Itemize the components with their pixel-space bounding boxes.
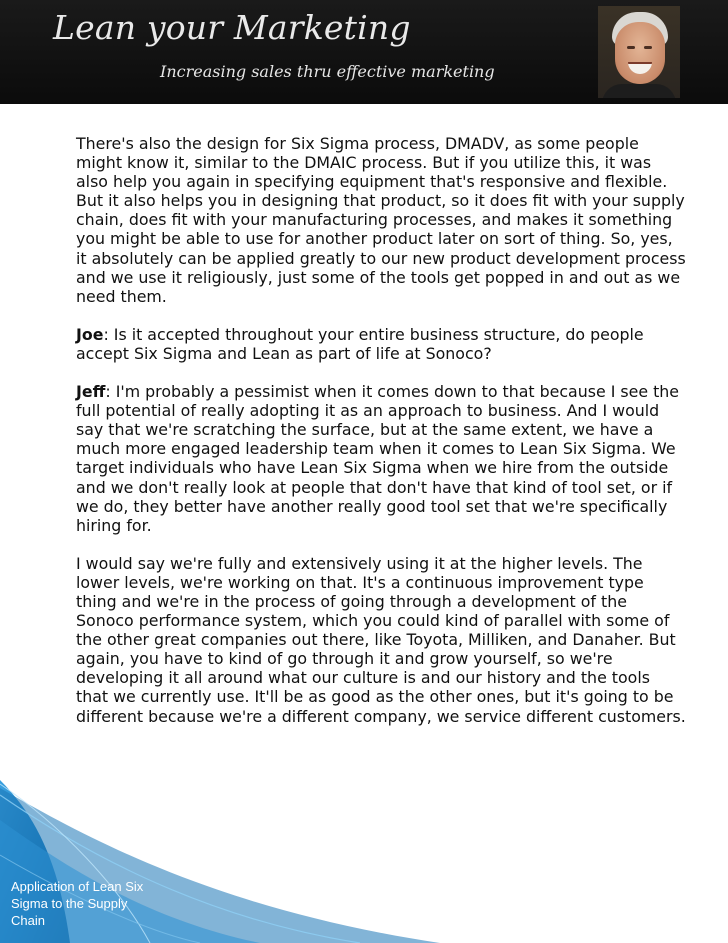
paragraph-joe-question — [76, 325, 686, 363]
footer-section-label: Application of Lean Six Sigma to the Supply Chain — [11, 879, 144, 928]
page-header — [0, 0, 728, 104]
jeff-answer-text: : I'm probably a pessimist when it comes down to that because I see the full potential of really adopting it as an approach to business. And I would say that we're scratching the surface, but at the same extent, we have a much more engaged leadership team when it comes to Lean Six Sigma. We target individuals who have Lean Six Sigma when we hire from the outside and we don't really look at people that don't have that kind of tool set, or if we do, they better have another really good tool set that we're specifically hiring for. — [76, 382, 680, 535]
author-photo — [598, 6, 680, 98]
paragraph-usage-levels: I would say we're fully and extensively using it at the higher levels. The lower levels, we're working on that. It's a continuous improvement type thing and we're in the process of going through a development of the Sonoco performance system, which you could kind of parallel with some of the other great companies out there, like Toyota, Milliken, and Danaher. But again, you have to kind of go through it and grow yourself, so we're developing it all around what our culture is and our history and the tools that we currently use. It'll be as good as the other ones, but it's going to be different because we're a different company, we service different customers. — [76, 553, 686, 726]
speaker-jeff: Jeff — [76, 382, 106, 402]
joe-question-text: : Is it accepted throughout your entire business structure, do people accept Six Sigma and Lean as part of life at Sonoco? — [76, 324, 644, 363]
speaker-joe: Joe — [76, 324, 104, 344]
transcript-body — [76, 134, 686, 745]
site-title: Lean your Marketing — [53, 8, 411, 47]
paragraph-dmadv: There's also the design for Six Sigma process, DMADV, as some people might know it, similar to the DMAIC process. But if you utilize this, it was also help you again in specifying equipment that's responsive and flexible. But it also helps you in designing that product, so it does fit with your supply chain, does fit with your manufacturing processes, and makes it something you might be able to use for another product later on sort of thing. So, yes, it absolutely can be applied greatly to our new product development process and we use it religiously, just some of the tools get popped in and out as we need them. — [76, 134, 686, 306]
site-tagline: Increasing sales thru effective marketing — [160, 62, 495, 81]
paragraph-jeff-answer — [76, 382, 686, 535]
